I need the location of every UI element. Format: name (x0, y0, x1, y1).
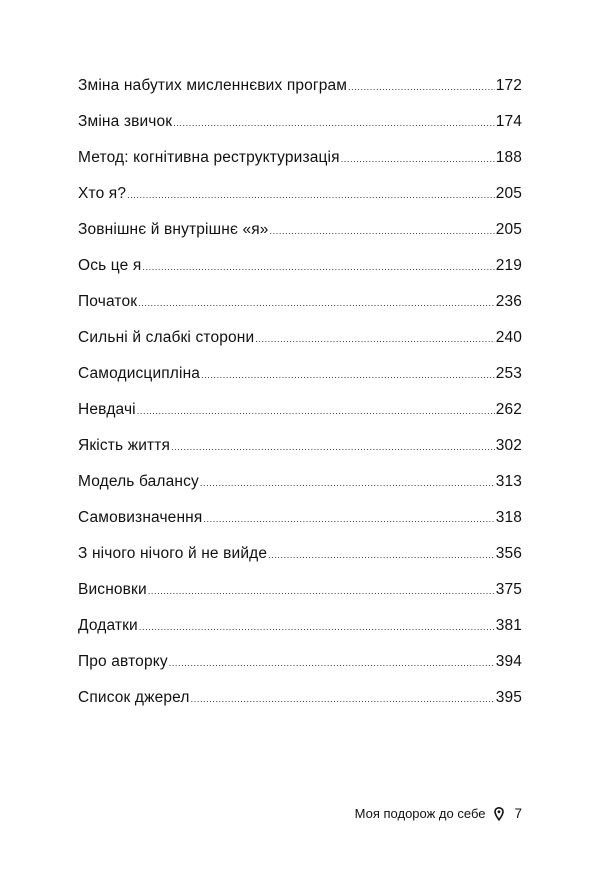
toc-entry-title: Зміна набутих мисленнєвих програм (78, 77, 348, 94)
toc-entry-page: 188 (495, 149, 522, 166)
toc-entry-page: 313 (495, 473, 522, 490)
toc-dot-leader (270, 221, 495, 241)
map-pin-icon (494, 807, 504, 821)
toc-dot-leader (200, 473, 495, 493)
toc-dot-leader (191, 689, 495, 709)
toc-entry[interactable] (78, 112, 522, 148)
toc-entry[interactable] (78, 292, 522, 328)
toc-entry-title: З нічого нічого й не вийде (78, 545, 268, 562)
toc-dot-leader (201, 365, 495, 385)
toc-entry-page: 395 (495, 689, 522, 706)
toc-entry[interactable] (78, 364, 522, 400)
toc-dot-leader (138, 293, 495, 313)
toc-dot-leader (169, 653, 495, 673)
toc-entry-title: Сильні й слабкі сторони (78, 329, 255, 346)
toc-entry[interactable] (78, 436, 522, 472)
toc-entry-title: Самовизначення (78, 509, 203, 526)
toc-dot-leader (348, 77, 495, 97)
toc-entry-title: Самодисципліна (78, 365, 201, 382)
toc-entry-title: Початок (78, 293, 138, 310)
toc-entry-page: 381 (495, 617, 522, 634)
toc-entry-page: 236 (495, 293, 522, 310)
toc-entry-title: Зміна звичок (78, 113, 173, 130)
toc-entry[interactable] (78, 184, 522, 220)
toc-entry-page: 375 (495, 581, 522, 598)
toc-entry-title: Метод: когнітивна реструктуризація (78, 149, 340, 166)
toc-entry-title: Висновки (78, 581, 147, 598)
toc-dot-leader (142, 257, 494, 277)
toc-dot-leader (148, 581, 495, 601)
toc-dot-leader (173, 113, 494, 133)
toc-entry-page: 172 (495, 77, 522, 94)
toc-dot-leader (137, 401, 495, 421)
toc-entry[interactable] (78, 544, 522, 580)
running-footer-title: Моя подорож до себе (354, 806, 486, 821)
toc-entry-page: 356 (495, 545, 522, 562)
toc-dot-leader (268, 545, 495, 565)
toc-entry-title: Невдачі (78, 401, 136, 418)
toc-entry-title: Ось це я (78, 257, 142, 274)
toc-entry-page: 262 (495, 401, 522, 418)
toc-entry-page: 205 (495, 221, 522, 238)
toc-entry[interactable] (78, 580, 522, 616)
toc-entry[interactable] (78, 76, 522, 112)
toc-entry-title: Модель балансу (78, 473, 199, 490)
toc-entry-title: Про авторку (78, 653, 168, 670)
page-number: 7 (514, 806, 522, 821)
toc-entry[interactable] (78, 472, 522, 508)
toc-entry[interactable] (78, 328, 522, 364)
toc-entry[interactable] (78, 220, 522, 256)
toc-entry-title: Якість життя (78, 437, 171, 454)
toc-entry[interactable] (78, 652, 522, 688)
toc-entry[interactable] (78, 400, 522, 436)
page-footer (355, 806, 522, 821)
toc-dot-leader (255, 329, 494, 349)
toc-entry[interactable] (78, 256, 522, 292)
toc-dot-leader (203, 509, 494, 529)
toc-dot-leader (139, 617, 495, 637)
toc-entry-page: 219 (495, 257, 522, 274)
toc-entry-page: 302 (495, 437, 522, 454)
toc-entry-title: Додатки (78, 617, 138, 634)
toc-entry-title: Зовнішнє й внутрішнє «я» (78, 221, 269, 238)
toc-dot-leader (171, 437, 495, 457)
toc-entry[interactable] (78, 688, 522, 724)
toc-entry[interactable] (78, 148, 522, 184)
toc-entry[interactable] (78, 508, 522, 544)
toc-entry-page: 394 (495, 653, 522, 670)
toc-dot-leader (341, 149, 495, 169)
toc-entry-page: 240 (495, 329, 522, 346)
toc-entry-page: 318 (495, 509, 522, 526)
toc-entry-title: Хто я? (78, 185, 127, 202)
toc-entry-page: 174 (495, 113, 522, 130)
toc-dot-leader (127, 185, 495, 205)
toc-entry[interactable] (78, 616, 522, 652)
table-of-contents (78, 76, 522, 724)
toc-entry-page: 205 (495, 185, 522, 202)
toc-entry-title: Список джерел (78, 689, 190, 706)
toc-entry-page: 253 (495, 365, 522, 382)
